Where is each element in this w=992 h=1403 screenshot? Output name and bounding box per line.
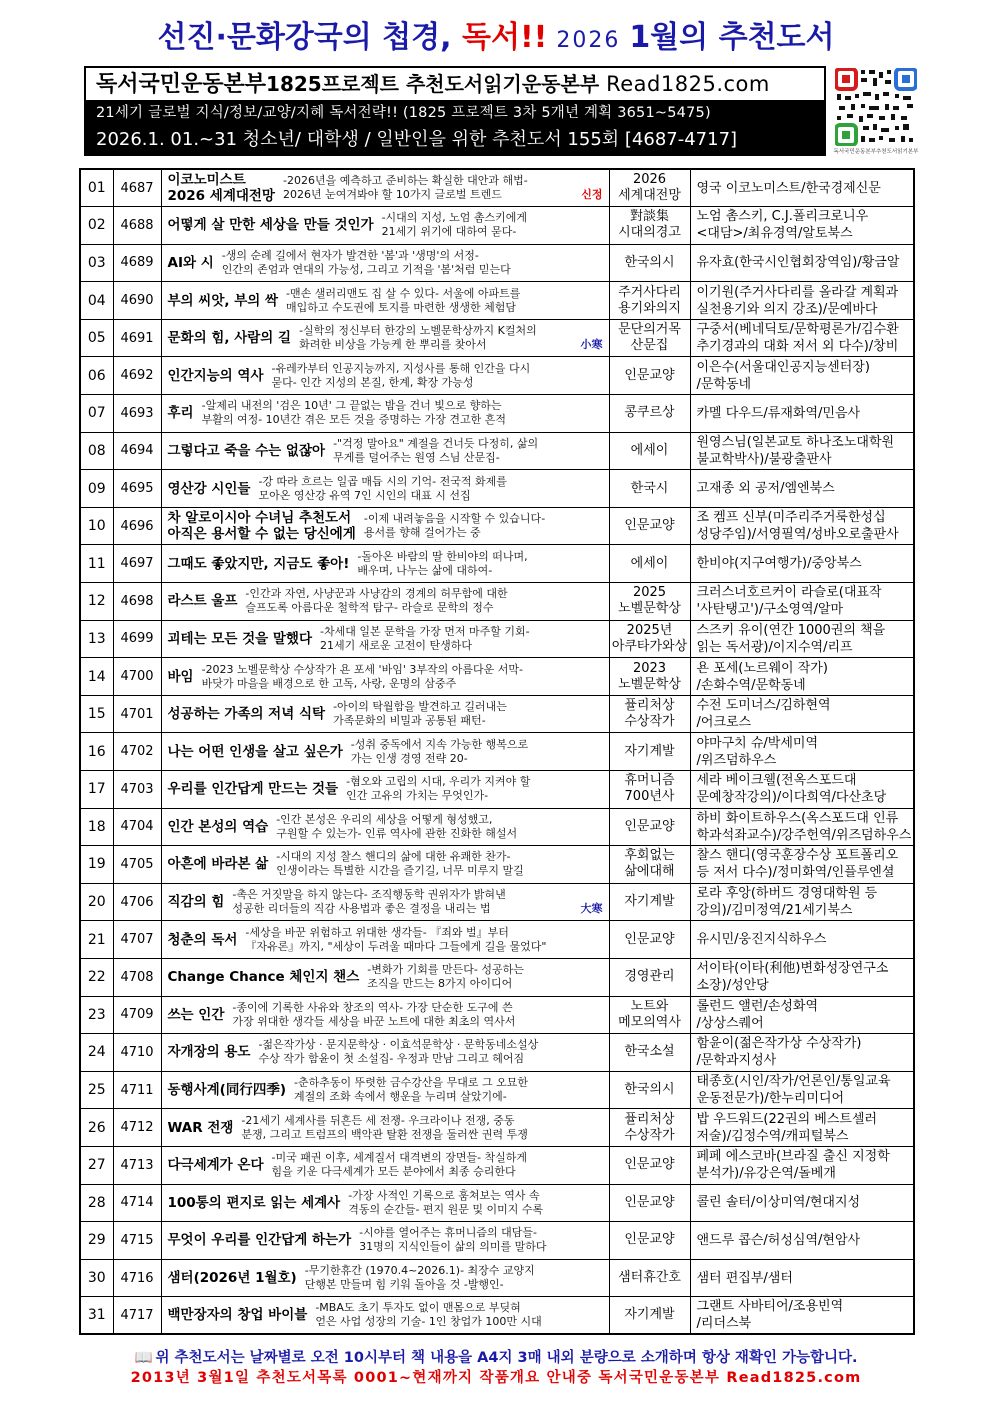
book-id: 4695 <box>113 470 161 508</box>
book-author: 함윤이(젊은작가상 수상작가) /문학과지성사 <box>690 1034 914 1072</box>
table-row <box>80 244 914 282</box>
book-cell[interactable] <box>161 1184 609 1222</box>
book-title[interactable]: 라스트 울프 <box>167 593 238 610</box>
row-number: 28 <box>80 1184 113 1222</box>
book-title[interactable]: 차 알로이시아 수녀님 추천도서 아직은 용서할 수 없는 당신에게 <box>167 510 356 543</box>
book-category: 2025년 아쿠타가와상 <box>609 620 690 658</box>
book-description: -"걱정 말아요" 계절을 건너듯 다정히, 삶의 무게를 덜어주는 원영 스님 산문집- <box>333 436 539 464</box>
book-cell[interactable] <box>161 1297 609 1335</box>
table-row <box>80 395 914 433</box>
row-number: 08 <box>80 432 113 470</box>
book-title[interactable]: WAR 전쟁 <box>167 1119 234 1136</box>
book-id: 4699 <box>113 620 161 658</box>
org-name: 독서국민운동본부 <box>96 72 267 97</box>
table-row <box>80 846 914 884</box>
row-number: 17 <box>80 771 113 809</box>
book-title[interactable]: 문화의 힘, 사람의 길 <box>167 330 292 347</box>
book-id: 4696 <box>113 507 161 545</box>
book-cell[interactable] <box>161 996 609 1034</box>
book-author: 야마구치 슈/박세미역 /위즈덤하우스 <box>690 733 914 771</box>
qr-code-icon <box>835 68 917 146</box>
book-cell[interactable] <box>161 1146 609 1184</box>
book-id: 4700 <box>113 658 161 696</box>
row-number: 06 <box>80 357 113 395</box>
table-row <box>80 1184 914 1222</box>
book-table <box>79 168 915 1335</box>
book-title[interactable]: 나는 어떤 인생을 살고 싶은가 <box>167 743 343 760</box>
book-description: -이제 내려놓음을 시작할 수 있습니다- 용서를 향해 걸어가는 중 <box>363 512 546 540</box>
book-category: 문단의거목 산문집 <box>609 319 690 357</box>
book-title[interactable]: 백만장자의 창업 바이블 <box>167 1307 308 1324</box>
book-description: -무기한휴간 (1970.4~2026.1)- 최장수 교양지 단행본 만들며 힘 키워 돌아올 것 -발행인- <box>304 1264 535 1292</box>
table-row <box>80 545 914 583</box>
book-title[interactable]: 인간 본성의 역습 <box>167 818 269 835</box>
book-author: 이기원(주거사다리를 올라갈 계획과 실천용기와 의지 강조)/문예바다 <box>690 282 914 320</box>
row-number: 01 <box>80 169 113 207</box>
table-row <box>80 1034 914 1072</box>
book-title[interactable]: 영산강 시인들 <box>167 480 251 497</box>
book-cell[interactable] <box>161 733 609 771</box>
book-id: 4689 <box>113 244 161 282</box>
book-id: 4708 <box>113 958 161 996</box>
table-row <box>80 432 914 470</box>
row-number: 21 <box>80 921 113 959</box>
table-row <box>80 1259 914 1297</box>
row-number: 11 <box>80 545 113 583</box>
book-cell[interactable] <box>161 432 609 470</box>
book-description: -아이의 탁월함을 발견하고 길러내는 가족문화의 비밀과 공통된 패턴- <box>333 700 507 728</box>
table-row <box>80 771 914 809</box>
row-number: 12 <box>80 583 113 621</box>
book-author: 한비야(지구여행가)/중앙북스 <box>690 545 914 583</box>
book-id: 4713 <box>113 1146 161 1184</box>
book-category: 에세이 <box>609 432 690 470</box>
row-number: 04 <box>80 282 113 320</box>
book-category: 한국의시 <box>609 1071 690 1109</box>
book-category: 對談集 시대의경고 <box>609 207 690 245</box>
book-title[interactable]: 어떻게 살 만한 세상을 만들 것인가 <box>167 217 374 234</box>
book-cell[interactable] <box>161 1222 609 1260</box>
table-row <box>80 808 914 846</box>
book-title[interactable]: 직감의 힘 <box>167 894 225 911</box>
row-number: 02 <box>80 207 113 245</box>
book-id: 4709 <box>113 996 161 1034</box>
book-author: 태종호(시인/작가/언론인/통일교육 운동전문가)/한누리미디어 <box>690 1071 914 1109</box>
row-number: 26 <box>80 1109 113 1147</box>
book-id: 4691 <box>113 319 161 357</box>
row-number: 10 <box>80 507 113 545</box>
banner-org-row <box>86 68 824 100</box>
book-author: 하비 화이트하우스(옥스포드대 인류 학과석좌교수)/강주헌역/위즈덤하우스 <box>690 808 914 846</box>
book-author: 구중서(베네딕토/문학평론가/김수환 추기경과의 대화 저서 외 다수)/창비 <box>690 319 914 357</box>
book-category: 한국의시 <box>609 244 690 282</box>
book-author: 유자효(한국시인협회장역임)/황금알 <box>690 244 914 282</box>
book-description: -가장 사적인 기록으로 훔쳐보는 역사 속 격동의 순간들- 편지 원문 및 이미지 수록 <box>348 1188 544 1216</box>
book-author: 로라 후앙(하버드 경영대학원 등 강의)/김미정역/21세기북스 <box>690 883 914 921</box>
book-category: 후회없는 삶에대해 <box>609 846 690 884</box>
book-author: 앤드루 콥슨/허성심역/현암사 <box>690 1222 914 1260</box>
header-banner <box>84 66 826 156</box>
book-description: -인간과 자연, 사냥꾼과 사냥감의 경계의 허무함에 대한 슬프도록 아름다운 철학적 탐구- 라슬로 문학의 정수 <box>245 587 508 615</box>
book-id: 4687 <box>113 169 161 207</box>
footer-line1: 위 추천도서는 날짜별로 오전 10시부터 책 내용을 A4지 3매 내외 분량으로 소개하며 항상 재확인 가능합니다. <box>155 1350 858 1366</box>
book-category: 노트와 메모의역사 <box>609 996 690 1034</box>
book-author: 원영스님(일본교토 하나조노대학원 불교학박사)/불광출판사 <box>690 432 914 470</box>
table-row <box>80 357 914 395</box>
book-cell[interactable] <box>161 545 609 583</box>
row-number: 05 <box>80 319 113 357</box>
book-title[interactable]: 인간지능의 역사 <box>167 367 264 384</box>
book-title[interactable]: AI와 시 <box>167 254 214 271</box>
table-row <box>80 1297 914 1335</box>
book-cell[interactable] <box>161 357 609 395</box>
book-author: 이은수(서울대인공지능센터장) /문학동네 <box>690 357 914 395</box>
book-description: -시야를 열어주는 휴머니즘의 대담들- 31명의 지식인들이 삶의 의미를 말하다 <box>359 1226 547 1254</box>
book-author: 밥 우드워드(22권의 베스트셀러 저술)/김정수역/캐피털북스 <box>690 1109 914 1147</box>
table-row <box>80 695 914 733</box>
banner-period: 2026.1. 01.~31 청소년/ 대학생 / 일반인을 위한 추천도서 155회 [4687-4717] <box>86 126 824 154</box>
row-number: 18 <box>80 808 113 846</box>
book-author: 노엄 촘스키, C.J.폴리크로니우 <대담>/최유경역/알토북스 <box>690 207 914 245</box>
book-title[interactable]: 동행사계(同行四季) <box>167 1082 287 1099</box>
book-icon: 📖 <box>134 1350 153 1366</box>
book-description: -MBA도 초기 투자도 없이 맨몸으로 부딪혀 얻은 사업 성장의 기술- 1인 창업가 100만 시대 <box>315 1301 542 1329</box>
row-number: 27 <box>80 1146 113 1184</box>
book-description: -차세대 일본 문학을 가장 먼저 마주할 기회- 21세기 새로운 고전이 탄생하다 <box>320 624 530 652</box>
book-cell[interactable] <box>161 620 609 658</box>
book-description: -유레카부터 인공지능까지, 지성사를 통해 인간을 다시 묻다- 인간 지성의 본질, 한계, 확장 가능성 <box>271 361 531 389</box>
row-number: 14 <box>80 658 113 696</box>
book-category: 2026 세계대전망 <box>609 169 690 207</box>
book-description: -혐오와 고립의 시대, 우리가 지켜야 할 인간 고유의 가치는 무엇인가- <box>346 775 531 803</box>
book-cell[interactable] <box>161 921 609 959</box>
book-title[interactable]: 자개장의 용도 <box>167 1044 251 1061</box>
book-cell[interactable] <box>161 1259 609 1297</box>
book-cell[interactable] <box>161 169 609 207</box>
book-cell[interactable] <box>161 395 609 433</box>
book-description: -2023 노벨문학상 수상작가 욘 포세 '바임' 3부작의 아름다운 서막- 바닷가 마을을 배경으로 한 고독, 사랑, 운명의 삼중주 <box>201 662 523 690</box>
book-author: 스즈키 유이(연간 1000권의 책을 읽는 독서광)/이지수역/리프 <box>690 620 914 658</box>
book-category: 퓰리처상 수상작가 <box>609 695 690 733</box>
book-author: 고재종 외 공저/엠엔북스 <box>690 470 914 508</box>
book-author: 찰스 핸디(영국훈장수상 포트폴리오 등 저서 다수)/정미화역/인플루엔셜 <box>690 846 914 884</box>
book-description: -인간 본성은 우리의 세상을 어떻게 형성했고, 구원할 수 있는가- 인류 역사에 관한 진화한 해설서 <box>276 812 518 840</box>
book-cell[interactable] <box>161 244 609 282</box>
book-author: 욘 포세(노르웨이 작가) /손화수역/문학동네 <box>690 658 914 696</box>
row-number: 03 <box>80 244 113 282</box>
book-author: 페페 에스코바(브라질 출신 지정학 분석가)/유강은역/돌베개 <box>690 1146 914 1184</box>
book-category: 샘터휴간호 <box>609 1259 690 1297</box>
row-number: 25 <box>80 1071 113 1109</box>
table-row <box>80 958 914 996</box>
footer-catalog: 2013년 3월1일 추천도서목록 0001~현재까지 작품개요 안내중 독서국민운동본부 Read1825.com <box>130 1370 862 1386</box>
book-category: 주거사다리 용기와의지 <box>609 282 690 320</box>
qr-code[interactable] <box>833 66 919 156</box>
book-description: -알제리 내전의 '검은 10년' 그 끝없는 밤을 건너 빛으로 향하는 부활의 여정- 10년간 겪은 모든 것을 증명하는 가장 견고한 흔적 <box>201 399 507 427</box>
book-category: 퓰리처상 수상작가 <box>609 1109 690 1147</box>
book-id: 4714 <box>113 1184 161 1222</box>
book-id: 4698 <box>113 583 161 621</box>
book-cell[interactable] <box>161 846 609 884</box>
book-id: 4701 <box>113 695 161 733</box>
book-id: 4706 <box>113 883 161 921</box>
book-id: 4715 <box>113 1222 161 1260</box>
book-description: -21세기 세계사를 뒤흔든 세 전쟁- 우크라이나 전쟁, 중동 분쟁, 그리고 트럼프의 백악관 탈환 전쟁을 둘러싼 권력 투쟁 <box>241 1113 528 1141</box>
book-category: 인문교양 <box>609 921 690 959</box>
book-title[interactable]: 이코노미스트 2026 세계대전망 <box>167 172 275 205</box>
book-category: 인문교양 <box>609 808 690 846</box>
table-row <box>80 620 914 658</box>
book-title[interactable]: 우리를 인간답게 만드는 것들 <box>167 781 339 798</box>
row-number: 29 <box>80 1222 113 1260</box>
book-description: -강 따라 흐르는 일곱 매듭 시의 기억- 전국적 화제를 모아온 영산강 유역 7인 시인의 대표 시 선집 <box>258 474 507 502</box>
book-category: 인문교양 <box>609 1146 690 1184</box>
book-category: 자기계발 <box>609 883 690 921</box>
book-author: 콜린 솔터/이상미역/현대지성 <box>690 1184 914 1222</box>
project-line: 1825프로젝트 추천도서읽기운동본부 <box>266 72 600 96</box>
book-cell[interactable] <box>161 658 609 696</box>
book-author: 그랜트 사바티어/조용빈역 /리더스북 <box>690 1297 914 1335</box>
row-number: 31 <box>80 1297 113 1335</box>
table-row <box>80 921 914 959</box>
book-id: 4717 <box>113 1297 161 1335</box>
book-description: -종이에 기록한 사유와 창조의 역사- 가장 단순한 도구에 쓴 가장 위대한 생각들 세상을 바꾼 노트에 대한 최초의 역사서 <box>232 1000 516 1028</box>
book-id: 4694 <box>113 432 161 470</box>
season-tag: 小寒 <box>580 338 603 352</box>
book-title[interactable]: 성공하는 가족의 저녁 식탁 <box>167 706 326 723</box>
book-description: -돌아온 바람의 딸 한비야의 떠나며, 배우며, 나누는 삶에 대하여- <box>357 549 528 577</box>
book-description: -젊은작가상 · 문지문학상 · 이효석문학상 · 문학동네소설상 수상 작가 함윤이 첫 소설집- 우정과 만남 그리고 헤어짐 <box>258 1038 539 1066</box>
book-category: 경영관리 <box>609 958 690 996</box>
book-author: 샘터 편집부/샘터 <box>690 1259 914 1297</box>
book-category: 인문교양 <box>609 1222 690 1260</box>
qr-caption: 독서국민운동본부추천도서읽기본부 <box>833 149 919 155</box>
book-title[interactable]: 그때도 좋았지만, 지금도 좋아! <box>167 555 350 572</box>
book-cell[interactable] <box>161 507 609 545</box>
book-title[interactable]: 쓰는 인간 <box>167 1006 225 1023</box>
book-description: -세상을 바꾼 위험하고 위대한 생각들- 『죄와 벌』부터 『자유론』까지, "세상이 두려울 때마다 그들에게 길을 물었다" <box>245 925 547 953</box>
table-row <box>80 470 914 508</box>
book-cell[interactable] <box>161 958 609 996</box>
book-category: 한국소설 <box>609 1034 690 1072</box>
book-category: 에세이 <box>609 545 690 583</box>
table-row <box>80 1222 914 1260</box>
book-cell[interactable] <box>161 1071 609 1109</box>
book-author: 크러스너호르커이 라슬로(대표작 '사탄탱고')/구소영역/알마 <box>690 583 914 621</box>
book-category: 휴머니즘 700년사 <box>609 771 690 809</box>
book-category: 자기계발 <box>609 1297 690 1335</box>
book-id: 4711 <box>113 1071 161 1109</box>
book-author: 영국 이코노미스트/한국경제신문 <box>690 169 914 207</box>
book-id: 4690 <box>113 282 161 320</box>
table-row <box>80 883 914 921</box>
row-number: 20 <box>80 883 113 921</box>
book-cell[interactable] <box>161 319 609 357</box>
table-row <box>80 658 914 696</box>
book-cell[interactable] <box>161 1034 609 1072</box>
book-category: 자기계발 <box>609 733 690 771</box>
table-row <box>80 733 914 771</box>
book-category: 2025 노벨문학상 <box>609 583 690 621</box>
table-row <box>80 169 914 207</box>
row-number: 13 <box>80 620 113 658</box>
book-description: -변화가 기회를 만든다- 성공하는 조직을 만드는 8가지 아이디어 <box>367 963 524 991</box>
book-category: 인문교양 <box>609 507 690 545</box>
row-number: 07 <box>80 395 113 433</box>
book-title[interactable]: 100통의 편지로 읽는 세계사 <box>167 1194 341 1211</box>
book-category: 한국시 <box>609 470 690 508</box>
book-title[interactable]: 샘터(2026년 1월호) <box>167 1270 297 1287</box>
table-row <box>80 207 914 245</box>
row-number: 30 <box>80 1259 113 1297</box>
book-description: -시대의 지성 찰스 핸디의 삶에 대한 유쾌한 찬가- 인생이라는 특별한 시간을 즐기길, 너무 미루지 말길 <box>276 850 524 878</box>
book-id: 4702 <box>113 733 161 771</box>
book-id: 4703 <box>113 771 161 809</box>
book-description: -미국 패권 이후, 세계질서 대격변의 장면들- 착실하게 힘을 키운 다극세계가 모든 분야에서 최종 승리한다 <box>271 1151 528 1179</box>
book-author: 수전 도미너스/김하현역 /어크로스 <box>690 695 914 733</box>
book-id: 4697 <box>113 545 161 583</box>
book-title[interactable]: 무엇이 우리를 인간답게 하는가 <box>167 1232 352 1249</box>
book-title[interactable]: 다극세계가 온다 <box>167 1157 264 1174</box>
title-year: 2026 <box>547 28 630 53</box>
book-author: 세라 베이크웰(전옥스포드대 문예창작강의)/이다희역/다산초당 <box>690 771 914 809</box>
book-description: -2026년을 예측하고 준비하는 확실한 대안과 해법- 2026년 눈여겨봐야 할 10가지 글로벌 트렌드 <box>282 174 528 202</box>
title-part2: 1월의 추천도서 <box>629 20 835 55</box>
book-id: 4704 <box>113 808 161 846</box>
book-cell[interactable] <box>161 695 609 733</box>
season-tag: 大寒 <box>580 902 603 916</box>
table-row <box>80 1071 914 1109</box>
book-author: 조 켐프 신부(미주리주거룩한성십 성당주임)/서영필역/성바오로출판사 <box>690 507 914 545</box>
table-row <box>80 1109 914 1147</box>
title-part1: 선진·문화강국의 첩경, <box>157 20 462 55</box>
book-cell[interactable] <box>161 771 609 809</box>
book-title[interactable]: 청춘의 독서 <box>167 931 238 948</box>
book-category: 2023 노벨문학상 <box>609 658 690 696</box>
book-id: 4692 <box>113 357 161 395</box>
row-number: 19 <box>80 846 113 884</box>
book-cell[interactable] <box>161 808 609 846</box>
book-description: -맨손 샐러리맨도 집 살 수 있다- 서울에 아파트를 매입하고 수도권에 토지를 마련한 생생한 체험담 <box>286 286 521 314</box>
book-description: -성취 중독에서 지속 가능한 행복으로 가는 인생 경영 전략 20- <box>350 737 529 765</box>
page-title <box>0 12 992 56</box>
book-author: 서이타(이타(利他)변화성장연구소 소장)/성안당 <box>690 958 914 996</box>
table-row <box>80 996 914 1034</box>
book-title[interactable]: Change Chance 체인지 챈스 <box>167 969 360 986</box>
book-category: 인문교양 <box>609 1184 690 1222</box>
book-id: 4716 <box>113 1259 161 1297</box>
table-row <box>80 1146 914 1184</box>
book-description: -시대의 지성, 노엄 촘스키에게 21세기 위기에 대하여 묻다- <box>381 211 528 239</box>
title-highlight: 독서!! <box>462 20 548 55</box>
book-cell[interactable] <box>161 470 609 508</box>
book-cell[interactable] <box>161 1109 609 1147</box>
book-author: 카멜 다우드/류재화역/민음사 <box>690 395 914 433</box>
book-id: 4705 <box>113 846 161 884</box>
book-id: 4710 <box>113 1034 161 1072</box>
book-cell[interactable] <box>161 883 609 921</box>
book-description: -생의 순례 길에서 현자가 발견한 '봄'과 '생명'의 서정- 인간의 존엄과 연대의 가능성, 그리고 기적을 '봄'처럼 믿는다 <box>221 248 511 276</box>
book-title[interactable]: 괴테는 모든 것을 말했다 <box>167 630 313 647</box>
book-description: -춘하추동이 뚜렷한 금수강산을 무대로 그 오묘한 계절의 조화 속에서 행운을 누리며 살았기에- <box>294 1076 528 1104</box>
book-id: 4712 <box>113 1109 161 1147</box>
book-id: 4707 <box>113 921 161 959</box>
row-number: 15 <box>80 695 113 733</box>
book-cell[interactable] <box>161 207 609 245</box>
table-row <box>80 583 914 621</box>
row-number: 09 <box>80 470 113 508</box>
book-description: -실학의 정신부터 한강의 노벨문학상까지 K컬처의 화려한 비상을 가능케 한 뿌리를 찾아서 <box>299 324 537 352</box>
season-tag: 신정 <box>581 188 603 202</box>
book-category: 콩쿠르상 <box>609 395 690 433</box>
row-number: 23 <box>80 996 113 1034</box>
book-id: 4693 <box>113 395 161 433</box>
book-title[interactable]: 부의 씨앗, 부의 싹 <box>167 292 279 309</box>
book-title[interactable]: 아흔에 바라본 삶 <box>167 856 269 873</box>
book-title[interactable]: 그렇다고 죽을 수는 없잖아 <box>167 442 326 459</box>
book-cell[interactable] <box>161 583 609 621</box>
book-description: -촉은 거짓말을 하지 않는다- 조직행동학 권위자가 밝혀낸 성공한 리더들의 직감 사용법과 좋은 결정을 내리는 법 <box>232 888 506 916</box>
banner-slogan: 21세기 글로벌 지식/정보/교양/지혜 독서전략!! (1825 프로젝트 3차 5개년 계획 3651~5475) <box>86 100 824 126</box>
table-row <box>80 319 914 357</box>
row-number: 24 <box>80 1034 113 1072</box>
footer-notice <box>0 1346 992 1367</box>
book-author: 유시민/웅진지식하우스 <box>690 921 914 959</box>
book-title[interactable]: 바임 <box>167 668 194 685</box>
book-id: 4688 <box>113 207 161 245</box>
book-author: 롤런드 앨런/손성화역 /상상스퀘어 <box>690 996 914 1034</box>
row-number: 16 <box>80 733 113 771</box>
book-category: 인문교양 <box>609 357 690 395</box>
book-title[interactable]: 후리 <box>167 405 194 422</box>
book-cell[interactable] <box>161 282 609 320</box>
row-number: 22 <box>80 958 113 996</box>
site-link[interactable]: Read1825.com <box>606 72 770 96</box>
table-row <box>80 282 914 320</box>
table-row <box>80 507 914 545</box>
